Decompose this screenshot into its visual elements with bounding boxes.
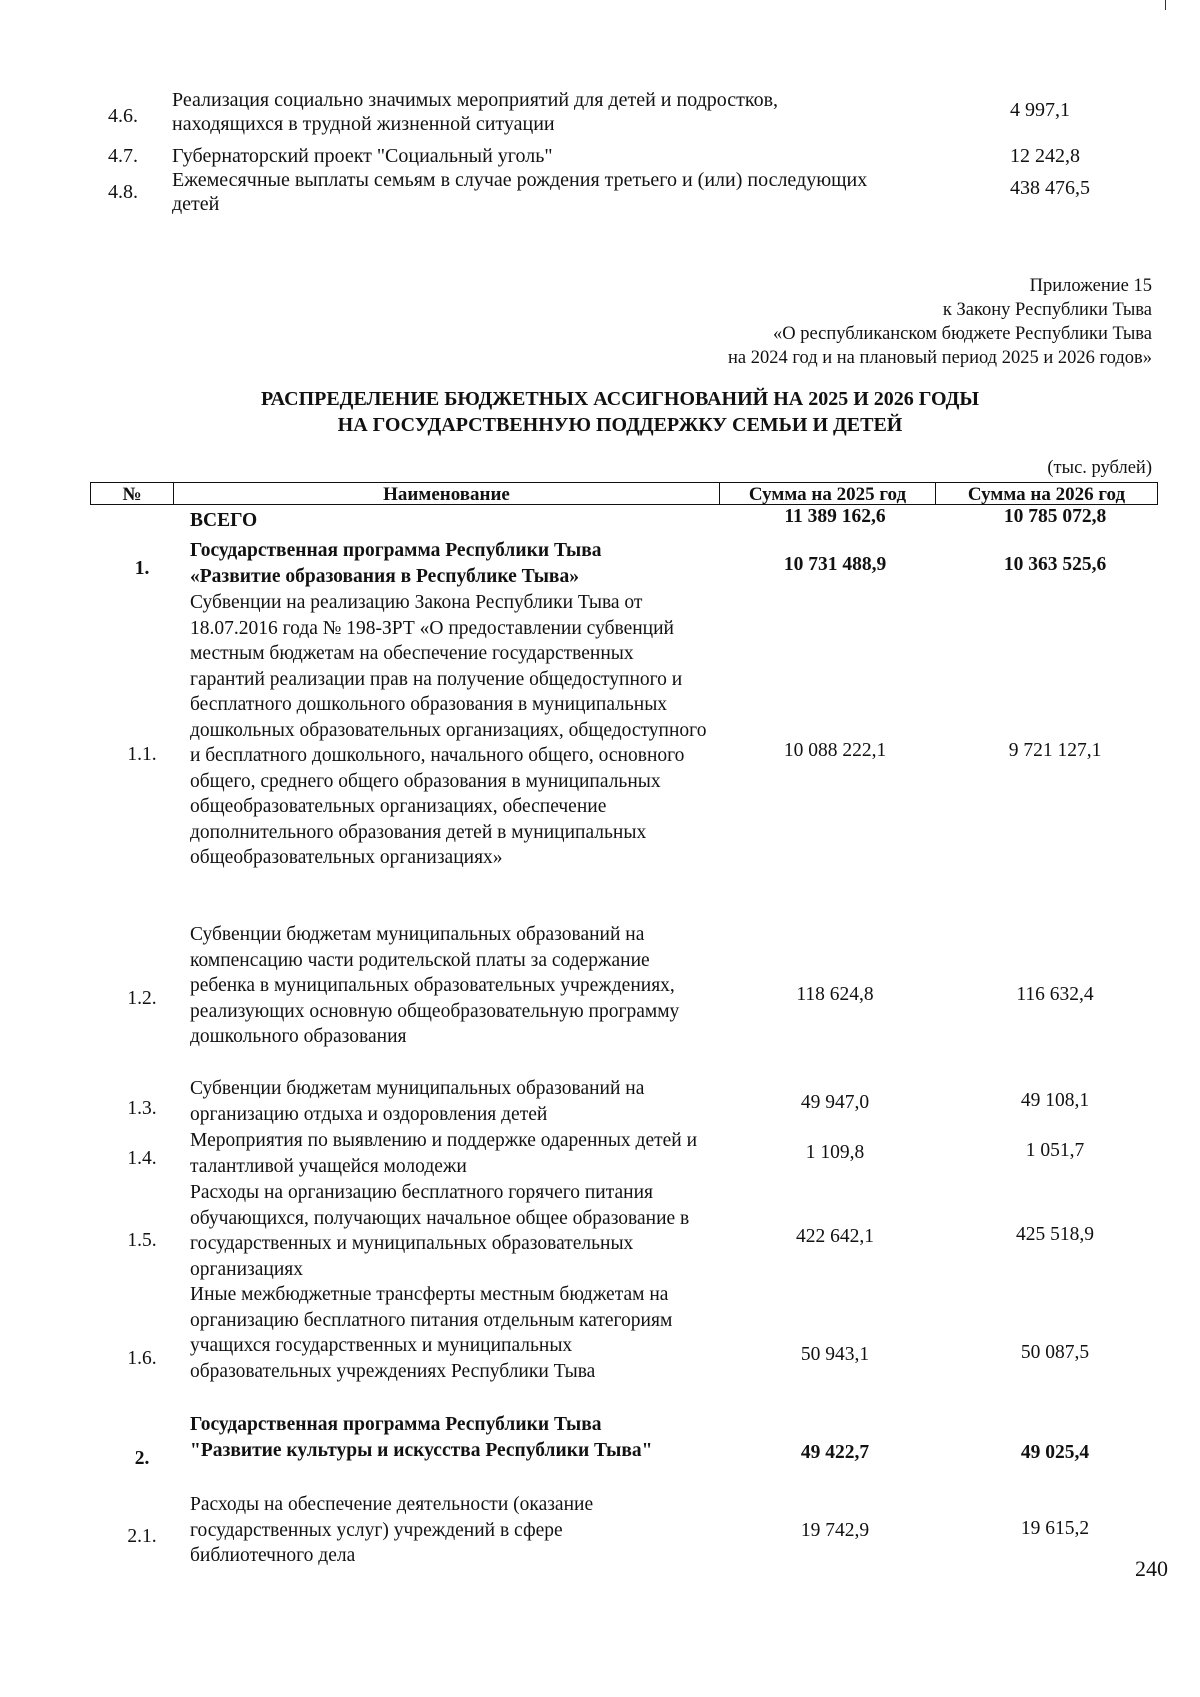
title-line: РАСПРЕДЕЛЕНИЕ БЮДЖЕТНЫХ АССИГНОВАНИЙ НА 2025 И 2026 ГОДЫ <box>261 388 979 410</box>
row-name: Субвенции бюджетам муниципальных образований на организацию отдыха и оздоровления детей <box>190 1078 645 1125</box>
row-sum-2025: 118 624,8 <box>796 984 874 1005</box>
row-sum-2025: 19 742,9 <box>800 1520 870 1541</box>
row-number: 2.1. <box>127 1526 157 1547</box>
row-name: Реализация социально значимых мероприятий для детей и подростков, находящихся в трудной жизненной ситуации <box>172 89 779 135</box>
row-name: ВСЕГО <box>190 510 258 531</box>
row-sum-2025: 10 731 488,9 <box>783 554 887 575</box>
row-number: 1.4. <box>127 1148 157 1169</box>
row-name: Государственная программа Республики Тыва "Развитие культуры и искусства Республики Тыва" <box>190 1414 653 1461</box>
row-sum-2025: 50 943,1 <box>800 1344 870 1365</box>
row-name: Расходы на организацию бесплатного горячего питания обучающихся, получающих начальное общее образование в государственных и муниципальных образовательных организациях <box>190 1182 690 1280</box>
row-sum-2025: 11 389 162,6 <box>784 506 886 527</box>
row-sum-2025: 10 088 222,1 <box>783 740 887 761</box>
row-number: 4.6. <box>108 105 138 127</box>
row-sum-2026: 49 025,4 <box>1020 1442 1090 1463</box>
row-name: Расходы на обеспечение деятельности (оказание государственных услуг) учреждений в сфере библиотечного дела <box>190 1494 594 1566</box>
header-number: № <box>90 482 174 505</box>
row-sum-2025: 49 422,7 <box>800 1442 870 1463</box>
row-sum-2026: 50 087,5 <box>1020 1342 1090 1363</box>
header-sum-2025: Сумма на 2025 год <box>720 482 936 505</box>
units-label: (тыс. рублей) <box>1047 458 1152 478</box>
row-number: 2. <box>134 1448 150 1469</box>
row-number: 1.2. <box>127 988 157 1009</box>
row-sum-2026: 1 051,7 <box>1025 1140 1085 1161</box>
row-name: Субвенции бюджетам муниципальных образований на компенсацию части родительской платы за содержание ребенка в муниципальных образовательных учреждениях, реализующих основную общеобразовательную программу дошкольного образования <box>190 924 680 1047</box>
appendix-header <box>728 274 1152 370</box>
header-name: Наименование <box>174 482 720 505</box>
row-number: 1.3. <box>127 1098 157 1119</box>
row-name: Субвенции на реализацию Закона Республики Тыва от 18.07.2016 года № 198-ЗРТ «О предоставлении субвенций местным бюджетам на обеспечение государственных гарантий реализации прав на получение общедоступного и бесплатного дошкольного образования в муниципальных дошкольных образовательных организациях, общедоступного и бесплатного дошкольного, начального общего, основного общего, среднего общего образования в муниципальных общеобразовательных организациях, обеспечение дополнительного образования детей в муниципальных общеобразовательных организациях» <box>190 592 707 868</box>
row-sum-2026: 10 785 072,8 <box>1003 506 1107 527</box>
header-sum-2026: Сумма на 2026 год <box>936 482 1158 505</box>
row-sum-2026: 19 615,2 <box>1020 1518 1090 1539</box>
scan-mark <box>1165 0 1166 10</box>
appendix-line: к Закону Республики Тыва <box>942 300 1152 320</box>
row-sum: 438 476,5 <box>1010 177 1090 199</box>
appendix-line: на 2024 год и на плановый период 2025 и 2026 годов» <box>728 348 1152 368</box>
row-sum: 4 997,1 <box>1010 99 1070 121</box>
row-sum-2025: 49 947,0 <box>800 1092 870 1113</box>
row-sum-2026: 49 108,1 <box>1020 1090 1090 1111</box>
row-number: 4.7. <box>108 145 138 167</box>
row-sum-2025: 1 109,8 <box>805 1142 865 1163</box>
row-number: 4.8. <box>108 181 138 203</box>
row-name: Мероприятия по выявлению и поддержке одаренных детей и талантливой учащейся молодежи <box>190 1130 698 1177</box>
row-sum-2026: 116 632,4 <box>1016 984 1094 1005</box>
page-number: 240 <box>1135 1556 1168 1581</box>
title-line: НА ГОСУДАРСТВЕННУЮ ПОДДЕРЖКУ СЕМЬИ И ДЕТЕЙ <box>337 414 903 436</box>
row-number: 1.1. <box>127 744 157 765</box>
row-number: 1. <box>134 558 150 579</box>
row-name: Губернаторский проект "Социальный уголь" <box>172 145 553 167</box>
document-title <box>0 386 1200 438</box>
row-sum-2026: 425 518,9 <box>1016 1224 1094 1245</box>
row-number: 1.5. <box>127 1230 157 1251</box>
row-sum-2025: 422 642,1 <box>796 1226 874 1247</box>
appendix-line: Приложение 15 <box>1029 276 1152 296</box>
row-sum-2026: 9 721 127,1 <box>1008 740 1102 761</box>
row-name: Государственная программа Республики Тыва «Развитие образования в Республике Тыва» <box>190 540 602 587</box>
appendix-line: «О республиканском бюджете Республики Тыва <box>773 324 1152 344</box>
row-sum-2026: 10 363 525,6 <box>1003 554 1107 575</box>
row-sum: 12 242,8 <box>1010 145 1080 167</box>
row-number: 1.6. <box>127 1348 157 1369</box>
row-name: Иные межбюджетные трансферты местным бюджетам на организацию бесплатного питания отдельным категориям учащихся государственных и муниципальных образовательных учреждениях Республики Тыва <box>190 1284 673 1382</box>
row-name: Ежемесячные выплаты семьям в случае рождения третьего и (или) последующих детей <box>172 169 868 215</box>
